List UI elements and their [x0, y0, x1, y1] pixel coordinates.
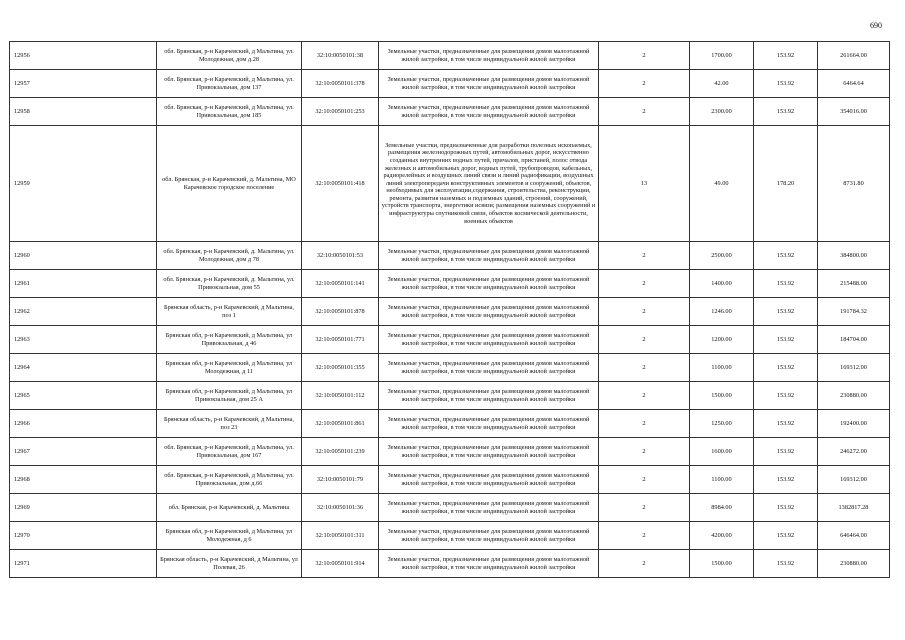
land-use-category-cell: Земельные участки, предназначенные для размещения домов малоэтажной жилой застройки, в том числе индивидуальной жилой застройки	[379, 42, 599, 70]
cadastral-number-cell: 32:10:0050101:771	[302, 326, 379, 354]
table-row	[10, 242, 890, 270]
cadastral-value-cell: 191784.32	[818, 298, 890, 326]
cadastral-value-cell: 169312.00	[818, 466, 890, 494]
cadastral-number-cell: 32:10:0050101:79	[302, 466, 379, 494]
land-use-category-cell: Земельные участки, предназначенные для размещения домов малоэтажной жилой застройки, в том числе индивидуальной жилой застройки	[379, 298, 599, 326]
table-row	[10, 494, 890, 522]
specific-value-cell: 153.92	[754, 522, 818, 550]
land-use-category-cell: Земельные участки, предназначенные для размещения домов малоэтажной жилой застройки, в том числе индивидуальной жилой застройки	[379, 354, 599, 382]
category-code-cell: 2	[599, 382, 690, 410]
cadastral-number-cell: 32:10:0050101:36	[302, 494, 379, 522]
address-cell: Брянская обл, р-н Карачевский, д Мальтина, ул Привокзальная, дом 25 А	[157, 382, 302, 410]
land-use-category-cell: Земельные участки, предназначенные для размещения домов малоэтажной жилой застройки, в том числе индивидуальной жилой застройки	[379, 466, 599, 494]
cadastral-number-cell: 32:10:0050101:878	[302, 298, 379, 326]
cadastral-number-cell: 32:10:0050101:861	[302, 410, 379, 438]
area-cell: 4200.00	[690, 522, 754, 550]
cadastral-value-cell: 192400.00	[818, 410, 890, 438]
area-cell: 2500.00	[690, 242, 754, 270]
cadastral-number-cell: 32:10:0050101:38	[302, 42, 379, 70]
specific-value-cell: 178.20	[754, 126, 818, 242]
row-number-cell: 12958	[10, 98, 157, 126]
cadastral-number-cell: 32:10:0050101:53	[302, 242, 379, 270]
cadastral-number-cell: 32:10:0050101:253	[302, 98, 379, 126]
address-cell: обл. Брянская, р-н Карачевский, д Мальтина, ул. Молодежная, дом д.28	[157, 42, 302, 70]
page-number: 690	[870, 21, 882, 30]
cadastral-value-cell: 169312.00	[818, 354, 890, 382]
row-number-cell: 12963	[10, 326, 157, 354]
specific-value-cell: 153.92	[754, 298, 818, 326]
cadastral-number-cell: 32:10:0050101:112	[302, 382, 379, 410]
category-code-cell: 2	[599, 326, 690, 354]
cadastral-number-cell: 32:10:0050101:418	[302, 126, 379, 242]
category-code-cell: 2	[599, 98, 690, 126]
category-code-cell: 2	[599, 42, 690, 70]
cadastral-number-cell: 32:10:0050101:914	[302, 550, 379, 578]
table-row	[10, 298, 890, 326]
area-cell: 42.00	[690, 70, 754, 98]
land-use-category-cell: Земельные участки, предназначенные для размещения домов малоэтажной жилой застройки, в том числе индивидуальной жилой застройки	[379, 410, 599, 438]
table-row	[10, 270, 890, 298]
area-cell: 1100.00	[690, 466, 754, 494]
row-number-cell: 12968	[10, 466, 157, 494]
cadastral-value-cell: 6464.64	[818, 70, 890, 98]
land-use-category-cell: Земельные участки, предназначенные для размещения домов малоэтажной жилой застройки, в том числе индивидуальной жилой застройки	[379, 550, 599, 578]
category-code-cell: 2	[599, 494, 690, 522]
area-cell: 2300.00	[690, 98, 754, 126]
row-number-cell: 12969	[10, 494, 157, 522]
address-cell: обл. Брянская, р-н Карачевский, д Мальтина, ул. Привокзальная, дом 185	[157, 98, 302, 126]
cadastral-value-cell: 646464.00	[818, 522, 890, 550]
address-cell: обл. Брянская, р-н Карачевский, д. Мальтина, ул. Молодежная, дом д 78	[157, 242, 302, 270]
row-number-cell: 12960	[10, 242, 157, 270]
table-row	[10, 438, 890, 466]
cadastral-value-cell: 354016.00	[818, 98, 890, 126]
table-row	[10, 550, 890, 578]
area-cell: 8984.00	[690, 494, 754, 522]
row-number-cell: 12967	[10, 438, 157, 466]
row-number-cell: 12970	[10, 522, 157, 550]
land-use-category-cell: Земельные участки, предназначенные для размещения домов малоэтажной жилой застройки, в том числе индивидуальной жилой застройки	[379, 382, 599, 410]
table-row	[10, 522, 890, 550]
category-code-cell: 2	[599, 438, 690, 466]
cadastral-value-cell: 1382817.28	[818, 494, 890, 522]
land-use-category-cell: Земельные участки, предназначенные для размещения домов малоэтажной жилой застройки, в том числе индивидуальной жилой застройки	[379, 98, 599, 126]
cadastral-value-cell: 384800.00	[818, 242, 890, 270]
category-code-cell: 2	[599, 270, 690, 298]
table-row	[10, 466, 890, 494]
address-cell: Брянская обл, р-н Карачевский, д Мальтина, ул Привокзальная, д 46	[157, 326, 302, 354]
specific-value-cell: 153.92	[754, 466, 818, 494]
specific-value-cell: 153.92	[754, 70, 818, 98]
specific-value-cell: 153.92	[754, 382, 818, 410]
address-cell: Брянская обл, р-н Карачевский, д Мальтина, ул Молодежная, д 11	[157, 354, 302, 382]
area-cell: 49.00	[690, 126, 754, 242]
cadastral-number-cell: 32:10:0050101:378	[302, 70, 379, 98]
row-number-cell: 12961	[10, 270, 157, 298]
area-cell: 1400.00	[690, 270, 754, 298]
area-cell: 1700.00	[690, 42, 754, 70]
address-cell: Брянская область, р-н Карачевский, д Мальтина, ул Полевая, 26	[157, 550, 302, 578]
table-row	[10, 326, 890, 354]
cadastral-number-cell: 32:10:0050101:311	[302, 522, 379, 550]
area-cell: 1100.00	[690, 354, 754, 382]
specific-value-cell: 153.92	[754, 550, 818, 578]
specific-value-cell: 153.92	[754, 42, 818, 70]
row-number-cell: 12956	[10, 42, 157, 70]
address-cell: обл. Брянская, р-н Карачевский, д Мальтина, ул. Привокзальная, дом д.66	[157, 466, 302, 494]
category-code-cell: 2	[599, 466, 690, 494]
address-cell: обл. Брянская, р-н Карачевский, д. Мальтина	[157, 494, 302, 522]
cadastral-value-cell: 246272.00	[818, 438, 890, 466]
cadastral-value-cell: 184704.00	[818, 326, 890, 354]
category-code-cell: 2	[599, 242, 690, 270]
table-row	[10, 42, 890, 70]
table-body	[10, 42, 890, 578]
row-number-cell: 12971	[10, 550, 157, 578]
specific-value-cell: 153.92	[754, 354, 818, 382]
row-number-cell: 12965	[10, 382, 157, 410]
cadastral-number-cell: 32:10:0050101:355	[302, 354, 379, 382]
address-cell: Брянская область, р-н Карачевский, д Мальтина, поз 1	[157, 298, 302, 326]
cadastral-number-cell: 32:10:0050101:141	[302, 270, 379, 298]
address-cell: обл. Брянская, р-н Карачевский, д Мальтина, ул. Привокзальная, дом 137	[157, 70, 302, 98]
land-use-category-cell: Земельные участки, предназначенные для размещения домов малоэтажной жилой застройки, в том числе индивидуальной жилой застройки	[379, 270, 599, 298]
area-cell: 1500.00	[690, 382, 754, 410]
specific-value-cell: 153.92	[754, 270, 818, 298]
table-row	[10, 70, 890, 98]
land-use-category-cell: Земельные участки, предназначенные для размещения домов малоэтажной жилой застройки, в том числе индивидуальной жилой застройки	[379, 70, 599, 98]
row-number-cell: 12964	[10, 354, 157, 382]
table-row	[10, 382, 890, 410]
table-row	[10, 98, 890, 126]
cadastral-value-cell: 8731.80	[818, 126, 890, 242]
area-cell: 1500.00	[690, 550, 754, 578]
area-cell: 1600.00	[690, 438, 754, 466]
row-number-cell: 12962	[10, 298, 157, 326]
address-cell: обл. Брянская, р-н Карачевский, д. Мальтина, МО Карачевское городское поселение	[157, 126, 302, 242]
table-row	[10, 354, 890, 382]
specific-value-cell: 153.92	[754, 494, 818, 522]
specific-value-cell: 153.92	[754, 410, 818, 438]
area-cell: 1246.00	[690, 298, 754, 326]
specific-value-cell: 153.92	[754, 242, 818, 270]
row-number-cell: 12957	[10, 70, 157, 98]
specific-value-cell: 153.92	[754, 326, 818, 354]
address-cell: Брянская обл, р-н Карачевский, д Мальтина, ул Молодежная, д 6	[157, 522, 302, 550]
land-use-category-cell: Земельные участки, предназначенные для размещения домов малоэтажной жилой застройки, в том числе индивидуальной жилой застройки	[379, 438, 599, 466]
land-use-category-cell: Земельные участки, предназначенные для размещения домов малоэтажной жилой застройки, в том числе индивидуальной жилой застройки	[379, 242, 599, 270]
cadastral-value-cell: 230880.00	[818, 550, 890, 578]
cadastral-value-cell: 261664.00	[818, 42, 890, 70]
category-code-cell: 2	[599, 410, 690, 438]
address-cell: обл. Брянская, р-н Карачевский, д Мальтина, ул. Привокзальная, дом 167	[157, 438, 302, 466]
table-row	[10, 126, 890, 242]
land-use-category-cell: Земельные участки, предназначенные для размещения домов малоэтажной жилой застройки, в том числе индивидуальной жилой застройки	[379, 326, 599, 354]
category-code-cell: 2	[599, 550, 690, 578]
address-cell: обл. Брянская, р-н Карачевский, д. Мальтина, ул. Привокзальная, дом 55	[157, 270, 302, 298]
category-code-cell: 13	[599, 126, 690, 242]
category-code-cell: 2	[599, 354, 690, 382]
area-cell: 1250.00	[690, 410, 754, 438]
land-use-category-cell: Земельные участки, предназначенные для разработки полезных ископаемых, размещения железнодорожных путей, автомобильных дорог, искусственно созданных внутренних водных путей, причалов, пристаней, полос отвода железных и автомобильных дорог, водных путей, трубопроводов, кабельных, радиорелейных и воздушных линий связи и линий радиофикации, воздушных линий электропередачи конструктивных элементов и сооружений, объектов, необходимых для эксплуатации,содержания, строительства, реконструкции, ремонта, развития наземных и подземных зданий, строений, сооружений, устройств транспорта, энергетики исвязи; размещения наземных сооружений и инфраструктуры спутниковой связи, объектов космической деятельности, военных объектов	[379, 126, 599, 242]
cadastral-value-table	[9, 41, 890, 578]
area-cell: 1200.00	[690, 326, 754, 354]
address-cell: Брянская область, р-н Карачевский, д Мальтина, поз 23	[157, 410, 302, 438]
row-number-cell: 12966	[10, 410, 157, 438]
cadastral-value-cell: 215488.00	[818, 270, 890, 298]
land-use-category-cell: Земельные участки, предназначенные для размещения домов малоэтажной жилой застройки, в том числе индивидуальной жилой застройки	[379, 522, 599, 550]
row-number-cell: 12959	[10, 126, 157, 242]
cadastral-value-cell: 230880.00	[818, 382, 890, 410]
category-code-cell: 2	[599, 70, 690, 98]
land-use-category-cell: Земельные участки, предназначенные для размещения домов малоэтажной жилой застройки, в том числе индивидуальной жилой застройки	[379, 494, 599, 522]
specific-value-cell: 153.92	[754, 438, 818, 466]
category-code-cell: 2	[599, 522, 690, 550]
specific-value-cell: 153.92	[754, 98, 818, 126]
cadastral-number-cell: 32:10:0050101:239	[302, 438, 379, 466]
category-code-cell: 2	[599, 298, 690, 326]
table-row	[10, 410, 890, 438]
